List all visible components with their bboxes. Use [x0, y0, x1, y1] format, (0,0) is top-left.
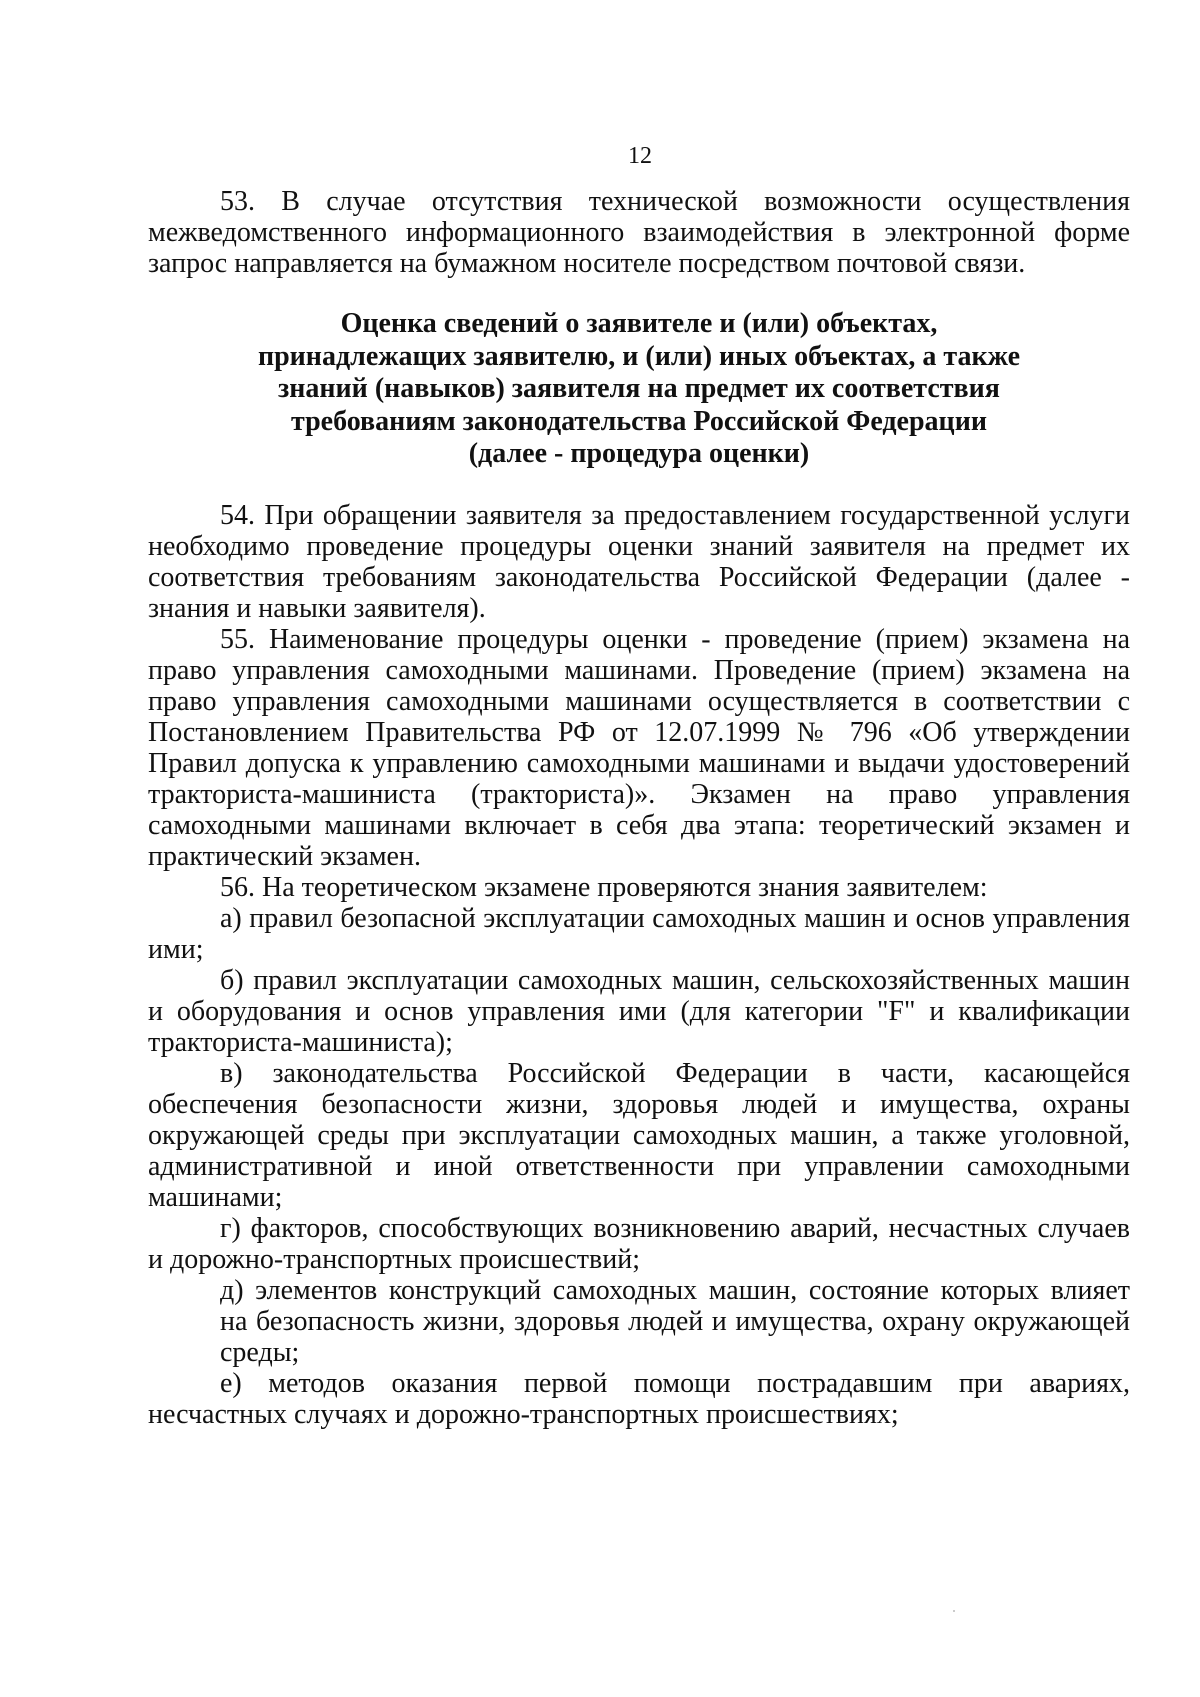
section-heading-line-3: знаний (навыков) заявителя на предмет их соответствия — [278, 373, 1000, 404]
list-item-v: в) законодательства Российской Федерации в части, касающейся обеспечения безопасности жизни, здоровья людей и имущества, охраны окружающей среды при эксплуатации самоходных машин, а также уголовной, административной и иной ответственности при управлении самоходными машинами; — [148, 1057, 1130, 1213]
section-heading-line-5: (далее - процедура оценки) — [468, 438, 810, 469]
list-item-g: г) факторов, способствующих возникновению аварий, несчастных случаев и дорожно-транспортных происшествий; — [148, 1212, 1130, 1275]
paragraph-56: 56. На теоретическом экзамене проверяются знания заявителем: — [220, 871, 988, 903]
section-heading — [148, 308, 1130, 471]
page-number: 12 — [628, 143, 652, 169]
paragraph-54: 54. При обращении заявителя за предоставлением государственной услуги необходимо проведение процедуры оценки знаний заявителя на предмет их соответствия требованиям законодательства Российской Федерации (далее - знания и навыки заявителя). — [148, 499, 1130, 624]
list-item-a: а) правил безопасной эксплуатации самоходных машин и основ управления ими; — [148, 902, 1130, 965]
paragraph-53: 53. В случае отсутствия технической возможности осуществления межведомственного информационного взаимодействия в электронной форме запрос направляется на бумажном носителе посредством почтовой связи. — [148, 186, 1130, 279]
section-heading-line-1: Оценка сведений о заявителе и (или) объектах, — [340, 308, 938, 339]
list-item-d: д) элементов конструкций самоходных машин, состояние которых влияет на безопасность жизни, здоровья людей и имущества, охрану окружающей среды; — [220, 1274, 1130, 1368]
section-heading-line-4: требованиям законодательства Российской Федерации — [291, 405, 987, 437]
list-item-e: е) методов оказания первой помощи пострадавшим при авариях, несчастных случаях и дорожно-транспортных происшествиях; — [148, 1367, 1130, 1430]
list-item-b: б) правил эксплуатации самоходных машин, сельскохозяйственных машин и оборудования и основ управления ими (для категории "F" и квалификации тракториста-машиниста); — [148, 964, 1130, 1058]
scan-speck — [953, 1610, 955, 1612]
paragraph-55: 55. Наименование процедуры оценки - проведение (прием) экзамена на право управления самоходными машинами. Проведение (прием) экзамена на право управления самоходными машинами осуществляется в соответствии с Постановлением Правительства РФ от 12.07.1999 № 796 «Об утверждении Правил допуска к управлению самоходными машинами и выдачи удостоверений тракториста-машиниста (тракториста)». Экзамен на право управления самоходными машинами включает в себя два этапа: теоретический экзамен и практический экзамен. — [148, 623, 1130, 872]
document-body — [148, 186, 1130, 1430]
section-heading-line-2: принадлежащих заявителю, и (или) иных объектах, а также — [257, 340, 1021, 372]
